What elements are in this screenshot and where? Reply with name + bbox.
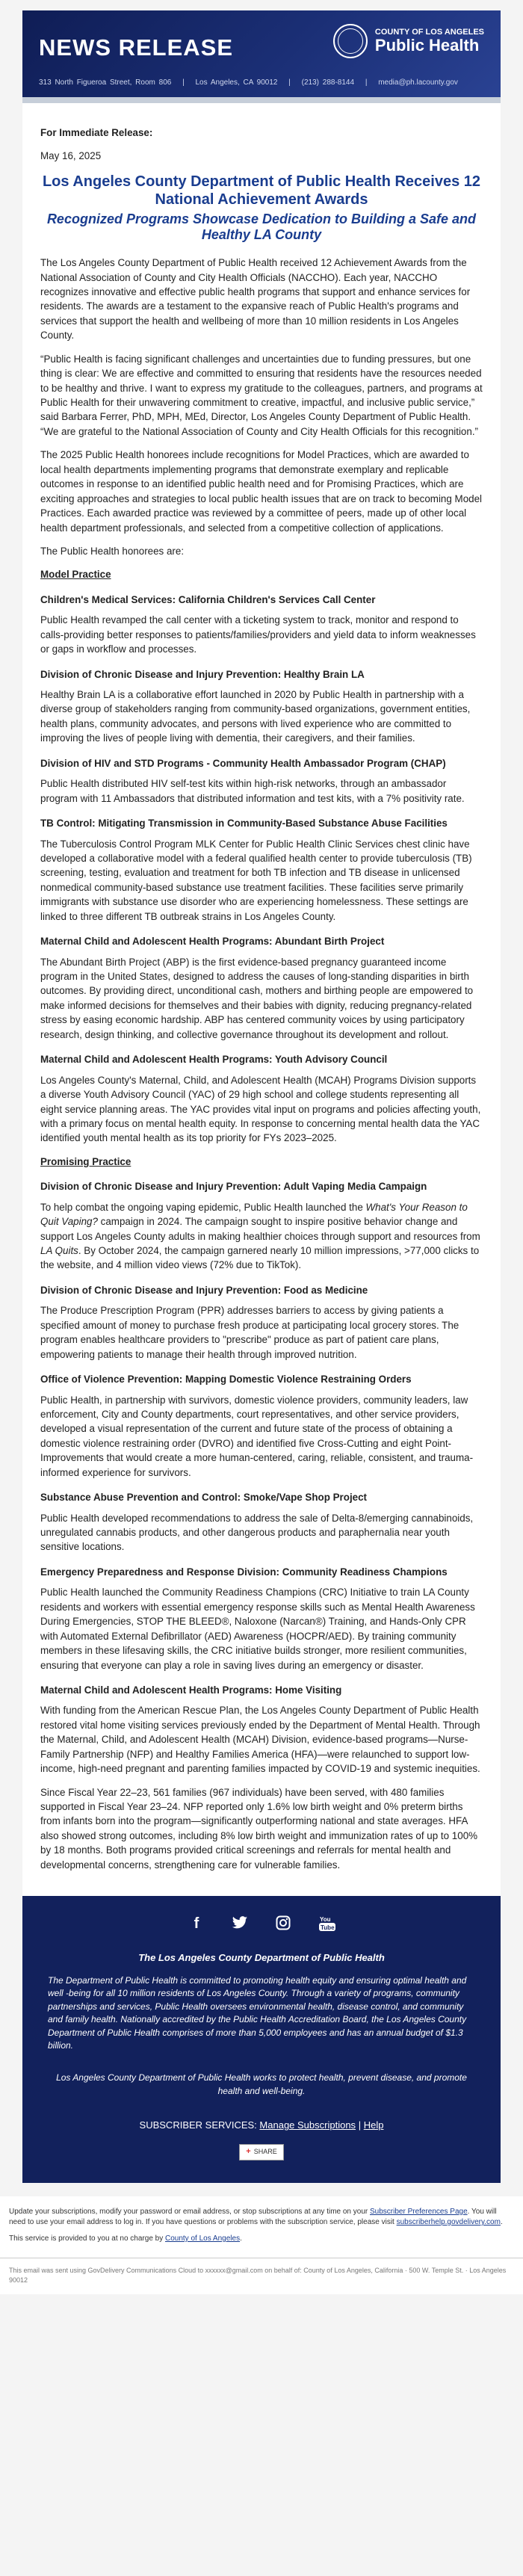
- award-title: Maternal Child and Adolescent Health Programs: Home Visiting: [40, 1684, 342, 1696]
- award-body: With funding from the American Rescue Plan, the Los Angeles County Department of Public Health restored vital home visiting services previously ended by the Department of Mental Health. Through the Maternal, Child, and Adolescent Health (MCAH) Division, evidence-based programs—Nurse-Family Partnership (NFP) and Healthy Families America (HFA)—were relaunched to support low-income, high-need pregnant and parenting families impacted by COVID-19 and systemic inequities.: [40, 1705, 480, 1775]
- award-title: Division of HIV and STD Programs - Community Health Ambassador Program (CHAP): [40, 757, 446, 769]
- facebook-icon[interactable]: f: [194, 1915, 199, 1933]
- award-title: Children's Medical Services: California Children's Services Call Center: [40, 593, 376, 605]
- header-city: Los Angeles, CA 90012: [195, 78, 278, 87]
- intro-paragraph: The 2025 Public Health honorees include recognitions for Model Practices, which are awarded to local health departments implementing programs that demonstrate exemplary and replicable outcomes in response to an identified public health need and for Promising Practices, which are exciting approaches and strategies to local public health issues that are on track to becoming Model Practices. Each awarded practice was reviewed by a committee of peers, made up of other local health department professionals, and selected from a competitive collection of applications.: [40, 449, 483, 534]
- award-title: Division of Chronic Disease and Injury Prevention: Adult Vaping Media Campaign: [40, 1181, 427, 1193]
- award-body: Public Health revamped the call center with a ticketing system to track, monitor and respond to calls-providing better responses to patients/families/providers and yield data to inform weaknesses or gaps in workflow and processes.: [40, 614, 476, 655]
- release-body: [22, 103, 501, 1896]
- legal-notice: [0, 2196, 523, 2258]
- award-title: TB Control: Mitigating Transmission in Community-Based Substance Abuse Facilities: [40, 818, 448, 830]
- award-body: Public Health developed recommendations to address the sale of Delta-8/emerging cannabinoids, unregulated cannabis products, and other dangerous products and paraphernalia near youth sensitive locations.: [40, 1512, 474, 1553]
- subscriber-services: [48, 2119, 475, 2133]
- header-divider: [22, 97, 501, 103]
- award-body: Los Angeles County's Maternal, Child, and Adolescent Health (MCAH) Programs Division supports a diverse Youth Advisory Council (YAC) of 29 high school and college students representing all eight service planning areas. The YAC provides vital input on programs and policies affecting youth, with a primary focus on mental health equity. In response to concerning mental health data the YAC identified youth mental health as its top priority for FYs 2023–2025.: [40, 1074, 481, 1144]
- award-title: Substance Abuse Prevention and Control: Smoke/Vape Shop Project: [40, 1492, 368, 1504]
- award-body: The Produce Prescription Program (PPR) addresses barriers to access by giving patients a specified amount of money to purchase fresh produce at participating local grocery stores. The program enables healthcare providers to "prescribe" produce as part of patient care plans, empowering patients to manage their health through improved nutrition.: [40, 1305, 459, 1360]
- manage-subscriptions-link[interactable]: Manage Subscriptions: [259, 2119, 356, 2131]
- email-container: [22, 10, 501, 2183]
- share-label: SHARE: [253, 2148, 277, 2156]
- award-body: The Abundant Birth Project (ABP) is the first evidence-based pregnancy guaranteed income program in the United States, designed to address the causes of long-standing disparities in birth outcomes. By providing direct, unconditional cash, mothers and birthing people are empowered to make informed decisions for themselves and their babies with dignity, reducing pregnancy-related stress by easing economic hardship. ABP has centered community voices by using participatory research, design thinking, and collective governance throughout its development and rollout.: [40, 956, 474, 1040]
- help-link[interactable]: Help: [363, 2119, 384, 2131]
- model-practice-heading: Model Practice: [40, 569, 111, 581]
- subscription-notice: Update your subscriptions, modify your password or email address, or stop subscriptions at any time on your Subscriber Preferences Page. You will need to use your email address to log in. If you have questions or problems with the subscription service, please visit subscriberhelp.govdelivery.com.: [9, 2207, 503, 2226]
- twitter-icon[interactable]: [232, 1915, 248, 1932]
- program-name: LA Quits: [40, 1245, 78, 1256]
- news-release-header: [22, 10, 501, 97]
- county-link[interactable]: County of Los Angeles: [165, 2234, 241, 2243]
- award-title: Maternal Child and Adolescent Health Programs: Youth Advisory Council: [40, 1054, 388, 1066]
- subscriber-preferences-link[interactable]: Subscriber Preferences Page: [370, 2207, 468, 2216]
- header-title: NEWS RELEASE: [39, 34, 234, 61]
- county-seal-icon: [333, 24, 368, 58]
- header-phone: (213) 288-8144: [301, 78, 355, 87]
- subs-divider: |: [358, 2119, 362, 2131]
- instagram-icon[interactable]: [275, 1915, 291, 1932]
- logo-county: COUNTY OF LOS ANGELES: [374, 27, 484, 37]
- email-footer: [22, 1896, 501, 2183]
- award-title: Emergency Preparedness and Response Division: Community Readiness Champions: [40, 1566, 448, 1578]
- headline: Los Angeles County Department of Public Health Receives 12 National Achievement Awards: [42, 173, 481, 208]
- award-body: Public Health, in partnership with survivors, domestic violence providers, community leaders, law enforcement, City and County departments, court representatives, and other service providers, developed a visual representation of the current and future state of the process of obtaining a domestic violence restraining order (DVRO) and identified five Cross-Cutting and eight Point-Improvements that would create a more human-centered, caring, reliable, consistent, and trauma-informed experience for survivors.: [40, 1394, 474, 1478]
- intro-paragraph: The Los Angeles County Department of Public Health received 12 Achievement Awards from the National Association of County and City Health Officials (NACCHO). Each year, NACCHO recognizes innovative and effective public health programs that support and enhance services for residents. The awards are a testament to the expansive reach of Public Health's programs and services that support the health and wellbeing of more than 10 million residents in Los Angeles County.: [40, 257, 471, 342]
- award-title: Division of Chronic Disease and Injury Prevention: Healthy Brain LA: [40, 668, 365, 680]
- footer-mission: Los Angeles County Department of Public Health works to protect health, prevent disease, and promote health and well-being.: [56, 2072, 467, 2096]
- logo-dept: Public Health: [374, 36, 480, 55]
- govdelivery-footer: This email was sent using GovDelivery Communications Cloud to xxxxxx@gmail.com on behalf of: County of Los Angeles, California · 500 W. Temple St. · Los Angeles 90012: [0, 2258, 523, 2294]
- award-body: Healthy Brain LA is a collaborative effort launched in 2020 by Public Health in partnership with a diverse group of stakeholders ranging from community-based organizations, government entities, health plans, community advocates, and persons with lived experience who are committed to improving the lives of people living with dementia, their caregivers, and their families.: [40, 689, 471, 744]
- award-title: Maternal Child and Adolescent Health Programs: Abundant Birth Project: [40, 936, 385, 948]
- award-body: Public Health launched the Community Readiness Champions (CRC) Initiative to train LA County residents and workers with essential emergency response skills such as Mental Health Awareness During Emergencies, STOP THE BLEED®, Naloxone (Narcan®) Training, and Hands-Only CPR with Automated External Defibrillator (AED) Awareness (HOCPR/AED). By training community members in these lifesaving skills, the CRC initiative builds stronger, more resilient communities, ensuring that everyone can play a role in saving lives during an emergency or disaster.: [40, 1587, 475, 1671]
- public-health-logo: [333, 24, 484, 58]
- header-address: 313 North Figueroa Street, Room 806: [39, 78, 172, 87]
- release-date: May 16, 2025: [40, 150, 102, 162]
- award-body: The Tuberculosis Control Program MLK Center for Public Health Clinic Services chest clinic have developed a collaborative model with a federal qualified health center to provide tuberculosis (TB) screening, testing, evaluation and treatment for both TB infection and TB disease in unlicensed nonmedical community-based substance use treatment facilities. These facilities serve primarily immigrants with substance use disorder who are experiencing homelessness. These settings are linked to three different TB outbreak strains in Los Angeles County.: [40, 838, 472, 922]
- svg-text:You: You: [320, 1916, 331, 1924]
- youtube-icon[interactable]: [318, 1915, 335, 1932]
- support-link[interactable]: subscriberhelp.govdelivery.com: [396, 2217, 501, 2226]
- footer-dept-name: The Los Angeles County Department of Public Health: [138, 1952, 385, 1964]
- promising-practice-heading: Promising Practice: [40, 1155, 131, 1167]
- campaign-name: What's Your Reason to Quit Vaping?: [40, 1201, 468, 1228]
- social-links: [48, 1915, 475, 1932]
- footer-description: The Department of Public Health is committed to promoting health equity and ensuring optimal health and well -being for all 10 million residents of Los Angeles County. Through a variety of programs, community partnerships and services, Public Health oversees environmental health, disease control, and community and family health. Nationally accredited by the Public Health Accreditation Board, the Los Angeles County Department of Public Health comprises of more than 5,000 employees and has an annual budget of $1.3 billion.: [48, 1975, 467, 2051]
- subs-label: SUBSCRIBER SERVICES:: [139, 2119, 257, 2131]
- subheadline: Recognized Programs Showcase Dedication to Building a Safe and Healthy LA County: [46, 211, 477, 243]
- provided-notice: This service is provided to you at no charge by County of Los Angeles.: [9, 2234, 242, 2243]
- award-body: Public Health distributed HIV self-test kits within high-risk networks, through an ambassador program with 11 Ambassadors that distributed information and test kits, with a 7% positivity rate.: [40, 778, 465, 804]
- header-contact: 313 North Figueroa Street, Room 806 | Los Angeles, CA 90012 | (213) 288-8144 | media@ph.lacounty.gov: [39, 78, 458, 87]
- share-button[interactable]: [239, 2144, 283, 2160]
- header-email[interactable]: media@ph.lacounty.gov: [378, 78, 458, 87]
- award-body: Since Fiscal Year 22–23, 561 families (967 individuals) have been served, with 480 families supported in Fiscal Year 23–24. NFP reported only 1.6% low birth weight and 0% preterm births from infants born into the program—significantly outperforming national and state averages. HFA also showed strong outcomes, including 8% low birth weight and immunization rates of up to 100% by 18 months. Both programs provided critical screenings and referrals for mental health and developmental concerns, strengthening care for vulnerable families.: [40, 1786, 478, 1871]
- svg-text:Tube: Tube: [321, 1924, 335, 1932]
- award-body: To help combat the ongoing vaping epidemic, Public Health launched the What's Your Reason to Quit Vaping? campaign in 2024. The campaign sought to inspire positive behavior change and support Los Angeles County adults in making healthier choices through support and resources from LA Quits. By October 2024, the campaign garnered nearly 10 million impressions, >77,000 clicks to the website, and 4 million video views (72% due to TikTok).: [40, 1201, 480, 1271]
- share-plus-icon: +: [246, 2147, 251, 2156]
- award-title: Office of Violence Prevention: Mapping Domestic Violence Restraining Orders: [40, 1374, 412, 1386]
- release-label: For Immediate Release:: [40, 127, 153, 138]
- intro-paragraph: The Public Health honorees are:: [40, 545, 185, 557]
- award-title: Division of Chronic Disease and Injury Prevention: Food as Medicine: [40, 1284, 368, 1296]
- intro-paragraph: “Public Health is facing significant challenges and uncertainties due to funding pressures, but one thing is clear: We are effective and committed to ensuring that residents have the resources needed to be healthy and thrive. I want to express my gratitude to the colleagues, partners, and programs at Public Health for their unwavering commitment to creative, impactful, and inclusive public service,” said Barbara Ferrer, PhD, MPH, MEd, Director, Los Angeles County Department of Public Health. “We are grateful to the National Association of County and City Health Officials for this recognition.”: [40, 353, 483, 437]
